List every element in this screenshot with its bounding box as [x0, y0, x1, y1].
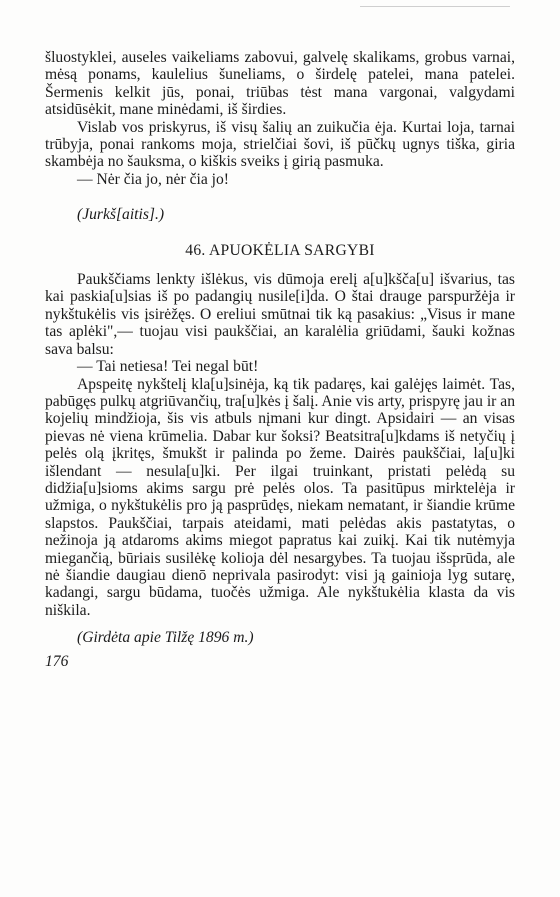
page-number: 176: [45, 652, 69, 670]
story-paragraph-1: Paukščiams lenkty išlėkus, vis dūmoja erelį a[u]kšča[u] išvarius, tas kai paskia[u]sias iš po padangių nusile[i]da. O štai drauge parspuržėja ir nykštukėlis vis įsirėžęs. O ereliui smūtnai tik ką pasakius: „Visus ir mane tas aplėki",— tuojau visi paukščiai, an karalėlia griūdami, šauki kožnas sava balsu:: [45, 271, 515, 358]
paragraph-continuation: šluostyklei, auseles vaikeliams zabovui, galvelę skalikams, grobus varnai, mėsą ponams, kaulelius šuneliams, o širdelę patelei, mana patelei. Šermenis kelkit jūs, ponai, triūbas tėst mana vargonai, valgydami atsidūsėkit, mane minėdami, iš širdies.: [45, 49, 515, 119]
story-exclamation: — Tai netiesa! Tei negal būt!: [77, 358, 259, 376]
exclamation-line: — Nėr čia jo, nėr čia jo!: [77, 170, 229, 188]
page-text: [45, 49, 515, 670]
story-title: 46. APUOKĖLIA SARGYBI: [185, 241, 375, 259]
story-paragraph-2: Apspeitę nykštelį kla[u]sinėja, ką tik padaręs, kai galėjęs laimėt. Tas, pabūgęs pulkų atgriūvančių, tra[u]kės į šalį. Anie vis arty, prispyrę jau ir an kojelių mindžioja, šis vis atbuls nįmani kur dingt. Apsidairi — an visas pievas nė viena krūmelia. Dabar kur šoksi? Beatsitra[u]kdams iš netyčių į pelės olą įkritęs, šmukšt ir palinda po žeme. Dairės paukščiai, la[u]ki išlendant — nesula[u]ki. Per ilgai truinkant, pristati pelėdą su didžia[u]sioms akims sargu prė pelės olos. Ta pasitūpus mirktelėja ir užmiga, o nykštukėlis pro ją pasprūdęs, niekam nematant, ir šiandie krūme slapstos. Paukščiai, tarpais ateidami, mati pelėdas akis pastatytas, o nežinoja ją atdaroms akims miegot papratus kai zuikį. Kai tik nutėmyja miegančią, būriais susilėkę kolioja dėl nesargybes. Ta tuojau išsprūda, ale nė šiandie daugiau dienō neprivala pasirodyt: visi ją gainioja lyg sutarę, kadangi, sargu būdama, tuočės užmiga. Ale nykštukėlia klasta da vis niškila.: [45, 375, 515, 619]
paragraph-hunt: Vislab vos priskyrus, iš visų šalių an zuikučia ėja. Kurtai loja, tarnai trūbyja, ponai rankoms moja, strielčiai šovi, iš pūčkų ugnys tiška, giria skambėja no šauksma, o kiškis sveiks į girią pasmuka.: [45, 118, 515, 171]
top-rule: [360, 6, 510, 7]
source-note: (Jurkš[aitis].): [77, 206, 165, 224]
story-source-note: (Girdėta apie Tilžę 1896 m.): [77, 629, 254, 647]
